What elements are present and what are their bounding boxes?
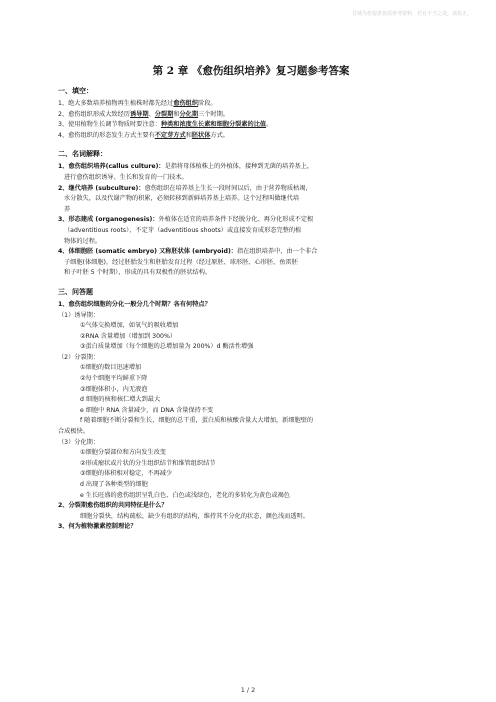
question-3 bbox=[58, 120, 444, 131]
term-1 bbox=[58, 162, 444, 173]
term-definition-line: 子细胞(体细胞)，经过胚胎发生和胚胎发育过程（经过原胚、球形胚、心形胚、鱼雷胚 bbox=[64, 258, 298, 266]
question-text: 1、绝大多数培养植物再生植株时都先经过 bbox=[58, 100, 174, 107]
term-4 bbox=[58, 247, 444, 258]
term-2 bbox=[58, 184, 444, 195]
answer-blank: 分裂期 bbox=[154, 110, 174, 118]
section-heading-questions: 三、问答题 bbox=[58, 287, 93, 296]
answer-blank: 诱导期 bbox=[130, 110, 149, 118]
term-definition: 指在组织培养中，由一个非合 bbox=[236, 248, 318, 256]
term-label: 2、继代培养 (subculture)： bbox=[58, 184, 145, 192]
question-4 bbox=[58, 131, 444, 142]
term-3 bbox=[58, 215, 444, 226]
list-item: ①细胞分裂部位和方向发生改变 bbox=[80, 449, 166, 457]
answer-blank: 愈伤组织 bbox=[173, 100, 199, 107]
list-item: e 生长旺盛的愈伤组织呈乳白色、白色或浅绿色，老化的多转化为黄色或褐色 bbox=[80, 491, 290, 499]
section-heading-fill-blank: 一、填空： bbox=[58, 87, 93, 95]
list-item: ②每个细胞平均鲜重下降 bbox=[80, 375, 148, 383]
phase-label: （3）分化期： bbox=[58, 438, 100, 446]
term-definition-line: 水分散失，以及代谢产物的积累，必须转移到新鲜培养基上培养。这个过程叫做继代培 bbox=[64, 195, 300, 203]
qa-answer-2: 细胞分裂快，结构疏松，缺少有组织的结构，维持其不分化的状态，颜色浅而透明。 bbox=[80, 512, 309, 520]
question-text: 2、愈伤组织形成大致经历 bbox=[58, 110, 130, 118]
list-item: ①气体交换增加，如氧气的吸收增加 bbox=[80, 322, 179, 330]
term-definition-line: 物体的过程。 bbox=[64, 237, 102, 245]
term-definition-line: 和子叶胚 5 个时期），形成的具有双极性的胚状结构。 bbox=[64, 269, 212, 277]
list-item: ①细胞的数目迅速增加 bbox=[80, 364, 142, 372]
document-page bbox=[58, 52, 444, 533]
list-item: ③蛋白质量增加（每个细胞的总增加量为 200%）d 酶活性增强 bbox=[80, 343, 254, 351]
phase-label: （2）分裂期： bbox=[58, 353, 100, 361]
term-definition-line: 进行愈伤组织诱导、生长和发育的一门技术。 bbox=[64, 173, 188, 181]
question-text: 方式。 bbox=[210, 131, 229, 139]
page-title: 第 2 章 《愈伤组织培养》复习题参考答案 bbox=[152, 65, 350, 77]
list-item: f 随着细胞不断分裂和生长，细胞的总干重，蛋白质和核酸含量大大增加，新细胞壁的 bbox=[80, 417, 314, 425]
question-1 bbox=[58, 99, 444, 110]
term-definition: 愈伤组织在培养基上生长一段时间以后，由于营养物质枯竭， bbox=[144, 184, 312, 192]
question-text: 。 bbox=[266, 121, 273, 129]
term-label: 3、形态建成 (organogenesis)： bbox=[58, 216, 159, 224]
watermark-text: 首城为您提供优质参考资料，若有不当之处，请指正。 bbox=[351, 11, 472, 17]
section-heading-terms: 二、名词解释： bbox=[58, 150, 107, 159]
question-text: 和 bbox=[173, 110, 180, 118]
answer-blank: 不定芽方式 bbox=[154, 131, 186, 139]
term-definition: 是指将母体植株上的外植体，接种到无菌的培养基上， bbox=[164, 163, 314, 171]
question-text: 三个时期。 bbox=[198, 110, 229, 118]
term-definition-line: （adventitious roots）、不定芽（adventitious shoots）或直接发育成形态完整的植 bbox=[64, 226, 302, 234]
term-label: 4、体细胞胚 (somatic embryo) 又称胚状体 (embryoid)： bbox=[58, 248, 237, 256]
list-item: ③细胞体积小，内无液泡 bbox=[80, 385, 148, 393]
list-item: ②形成瘤状或片状的分生组织结节和维管组织结节 bbox=[80, 459, 216, 467]
term-label: 1、愈伤组织培养(callus culture)： bbox=[58, 163, 165, 171]
term-definition: 外植体在适宜的培养条件下经脱分化、再分化形成不定根 bbox=[158, 216, 314, 224]
list-item: e 细胞中 RNA 含量减少，而 DNA 含量保持不变 bbox=[80, 406, 214, 414]
question-text: 和 bbox=[185, 131, 192, 139]
question-text: 阶段。 bbox=[198, 100, 217, 107]
answer-blank: 种类和浓度生长素和细胞分裂素的比值 bbox=[160, 121, 267, 129]
list-item: d 细胞的核和核仁增大到最大 bbox=[80, 396, 161, 404]
list-item-continuation: 合成极快。 bbox=[58, 428, 89, 436]
question-text: 4、愈伤组织的形态发生方式主要有 bbox=[58, 131, 155, 139]
answer-blank: 分化期 bbox=[179, 110, 199, 118]
list-item: d 出现了各种类型的细胞 bbox=[80, 481, 148, 488]
answer-blank: 胚状体 bbox=[191, 131, 211, 139]
list-item: ③细胞的体积相对稳定，不再减少 bbox=[80, 470, 173, 478]
qa-question-3: 3、何为植物激素控制理论？ bbox=[58, 523, 137, 531]
phase-label: （1）诱导期： bbox=[58, 311, 100, 319]
page-number: 1 / 2 bbox=[240, 686, 256, 694]
term-definition-line: 养 bbox=[64, 205, 71, 213]
qa-question-1: 1、愈伤组织细胞的分化一般分几个时期？各有何特点？ bbox=[58, 300, 211, 308]
question-2 bbox=[58, 110, 444, 121]
list-item: ②RNA 含量增加（增加到 300%） bbox=[80, 332, 177, 340]
question-text: 3、使用植物生长调节物质时要注意： bbox=[58, 121, 161, 129]
question-text: 、 bbox=[148, 110, 155, 118]
qa-question-2: 2、分裂期愈伤组织的共同特征是什么？ bbox=[58, 502, 168, 510]
